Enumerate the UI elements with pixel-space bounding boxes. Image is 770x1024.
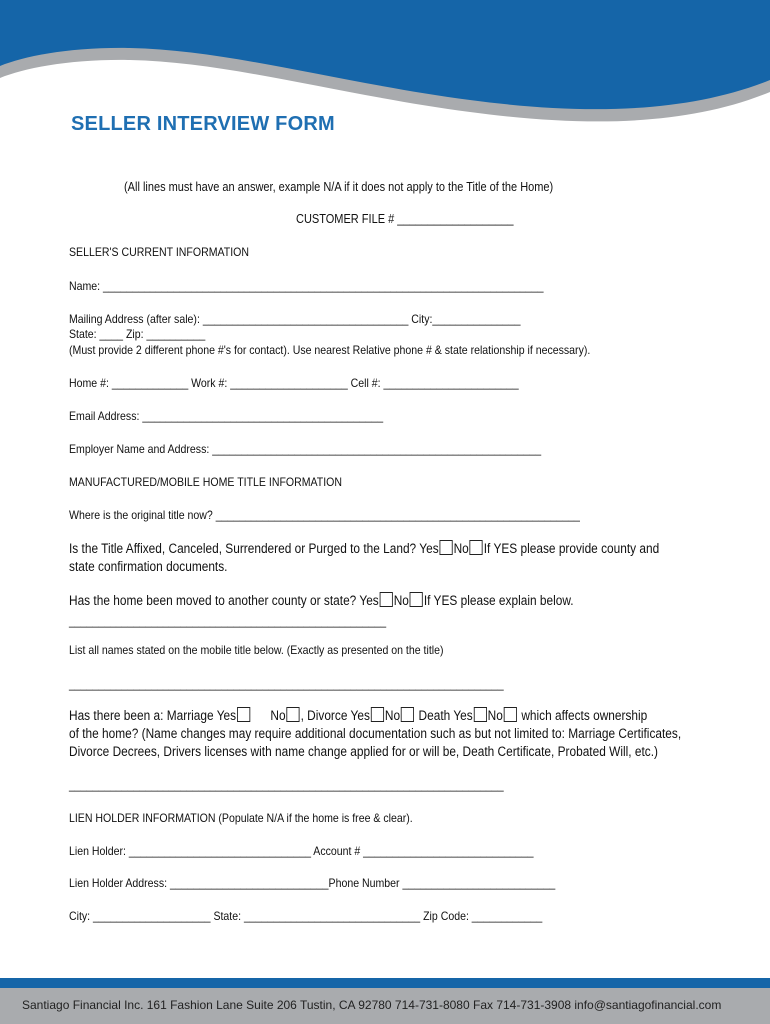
affixed-no-label: No <box>453 541 469 556</box>
title-affixed-label: Is the Title Affixed, Canceled, Surrendered or Purged to the Land? Yes <box>69 541 439 556</box>
divorce-no-label: No <box>384 708 401 723</box>
phone-note-text: (Must provide 2 different phone #'s for contact). Use nearest Relative phone # & state relationship if necessary). <box>69 343 591 357</box>
events-continuation-1: of the home? (Name changes may require additional documentation such as but not limited to: Marriage Certificates, <box>69 726 682 741</box>
ownership-text: which affects ownership <box>521 708 648 723</box>
events-answer-line[interactable]: __________________________________________________________________________ <box>69 778 504 792</box>
death-no-checkbox[interactable] <box>504 707 517 722</box>
moved-instruction: If YES please explain below. <box>423 593 574 608</box>
home-moved-label: Has the home been moved to another county or state? Yes <box>69 593 379 608</box>
divorce-label: , Divorce Yes <box>300 708 370 723</box>
death-yes-checkbox[interactable] <box>474 707 487 722</box>
email-field[interactable]: Email Address: _________________________________________ <box>69 409 384 423</box>
list-names-instruction: List all names stated on the mobile title below. (Exactly as presented on the title) <box>69 643 444 657</box>
moved-yes-checkbox[interactable] <box>380 592 393 607</box>
section-seller-current: SELLER'S CURRENT INFORMATION <box>69 245 250 259</box>
section-mh-title: MANUFACTURED/MOBILE HOME TITLE INFORMATION <box>69 475 343 489</box>
divorce-no-checkbox[interactable] <box>401 707 414 722</box>
marriage-no-checkbox[interactable] <box>286 707 299 722</box>
affixed-yes-checkbox[interactable] <box>440 540 453 555</box>
mailing-address-field[interactable]: Mailing Address (after sale): ___________________________________ City:_______________ <box>69 312 521 326</box>
affixed-no-checkbox[interactable] <box>470 540 483 555</box>
state-zip-field[interactable]: State: ____ Zip: __________ <box>69 327 206 341</box>
original-title-field[interactable]: Where is the original title now? ______________________________________________________________ <box>69 508 580 522</box>
affixed-instruction: If YES please provide county and <box>483 541 660 556</box>
moved-explain-line[interactable]: ______________________________________________________ <box>69 614 387 628</box>
instructions-text: (All lines must have an answer, example N/A if it does not apply to the Title of the Home) <box>124 180 554 194</box>
lien-address-field[interactable]: Lien Holder Address: ___________________________Phone Number __________________________ <box>69 876 556 890</box>
phone-numbers-field[interactable]: Home #: _____________ Work #: ____________________ Cell #: _______________________ <box>69 376 519 390</box>
form-title: SELLER INTERVIEW FORM <box>71 113 335 135</box>
lien-holder-field[interactable]: Lien Holder: _______________________________ Account # _____________________________ <box>69 844 534 858</box>
names-answer-line[interactable]: __________________________________________________________________________ <box>69 677 504 691</box>
events-question <box>69 707 647 723</box>
marriage-label: Has there been a: Marriage Yes <box>69 708 237 723</box>
title-affixed-continuation: state confirmation documents. <box>69 559 228 574</box>
footer-band-graphic <box>0 968 770 1024</box>
marriage-yes-checkbox[interactable] <box>237 707 250 722</box>
death-label: Death Yes <box>418 708 473 723</box>
marriage-no-label: No <box>270 708 286 723</box>
customer-file-field[interactable]: CUSTOMER FILE # ___________________ <box>296 212 514 226</box>
death-no-label: No <box>487 708 503 723</box>
home-moved-question <box>69 592 574 608</box>
city-state-zip-field[interactable]: City: ____________________ State: ______________________________ Zip Code: ____________ <box>69 909 543 923</box>
name-field[interactable]: Name: ___________________________________________________________________________ <box>69 279 544 293</box>
section-lien-holder: LIEN HOLDER INFORMATION (Populate N/A if the home is free & clear). <box>69 811 413 825</box>
moved-no-checkbox[interactable] <box>410 592 423 607</box>
divorce-yes-checkbox[interactable] <box>371 707 384 722</box>
employer-field[interactable]: Employer Name and Address: ________________________________________________________ <box>69 442 542 456</box>
footer-contact-text: Santiago Financial Inc. 161 Fashion Lane Suite 206 Tustin, CA 92780 714-731-8080 Fax 714-731-3908 info@santiagofinancial.com <box>22 998 722 1012</box>
events-continuation-2: Divorce Decrees, Drivers licenses with name change applied for or will be, Death Certificate, Probated Will, etc.) <box>69 744 658 759</box>
title-affixed-question <box>69 540 659 556</box>
moved-no-label: No <box>393 593 409 608</box>
